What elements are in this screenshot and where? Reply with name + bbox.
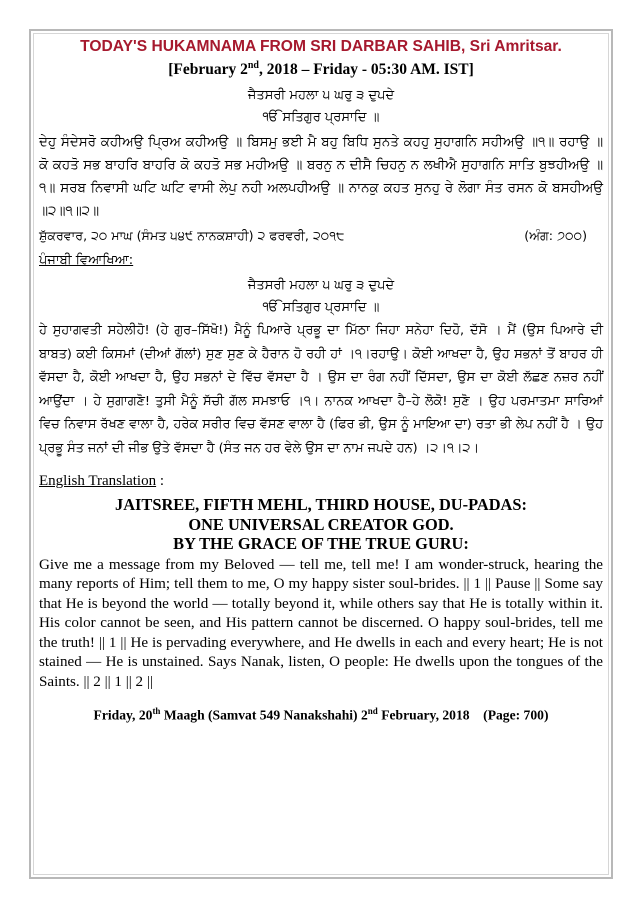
vyakhia-raag-line: ਜੈਤਸਰੀ ਮਹਲਾ ੫ ਘਰੁ ੩ ਦੁਪਦੇ xyxy=(247,278,395,294)
page-title: TODAY'S HUKAMNAMA FROM SRI DARBAR SAHIB, Sri Amritsar. xyxy=(80,38,562,55)
document-body xyxy=(39,37,603,725)
english-translation-text: Give me a message from my Beloved — tell me, tell me! I am wonder-struck, hearing the many reports of Him; tell them to me, O my happy sister soul-brides. || 1 || Pause || Some say that He is beyond the world — totally beyond it, while others say that He is totally within it. His color cannot be seen, and His pattern cannot be discerned. O happy soul-brides, tell me the truth! || 1 || He is pervading everywhere, and He dwells in each and every heart; He is not stained — He is unstained. Says Nanak, listen, O people: He dwells upon the tongues of the Saints. || 2 || 1 || 2 || xyxy=(39,556,603,690)
punjabi-dateline xyxy=(39,225,603,247)
page-frame xyxy=(29,29,613,879)
gurbani-mangal: ੴ ਸਤਿਗੁਰ ਪ੍ਰਸਾਦਿ ॥ xyxy=(262,110,380,126)
english-label: English Translation : xyxy=(39,473,165,490)
vyakhia-mangal: ੴ ਸਤਿਗੁਰ ਪ੍ਰਸਾਦਿ ॥ xyxy=(262,300,380,316)
english-heading-1: JAITSREE, FIFTH MEHL, THIRD HOUSE, DU-PADAS: xyxy=(115,495,527,515)
footer-page-number: (Page: 700) xyxy=(483,707,549,723)
english-heading-2: ONE UNIVERSAL CREATOR GOD. xyxy=(188,514,454,534)
footer-date: Friday, 20th Maagh (Samvat 549 Nanakshahi) 2nd February, 2018 (Page: 700) xyxy=(93,706,549,723)
vyakhia-text: ਹੇ ਸੁਹਾਗਵਤੀ ਸਹੇਲੀਹੋ! (ਹੇ ਗੁਰ–ਸਿੱਖੋ!) ਮੈਨੂੰ ਪਿਆਰੇ ਪ੍ਰਭੂ ਦਾ ਮਿੱਠਾ ਜਿਹਾ ਸਨੇਹਾ ਦਿਹੋ, ਦੱਸੋ । ਮੈਂ (ਉਸ ਪਿਆਰੇ ਦੀ ਬਾਬਤ) ਕਈ ਕਿਸਮਾਂ (ਦੀਆਂ ਗੱਲਾਂ) ਸੁਣ ਸੁਣ ਕੇ ਹੈਰਾਨ ਹੋ ਰਹੀ ਹਾਂ ।੧।ਰਹਾਉ। ਕੋਈ ਆਖਦਾ ਹੈ, ਉਹ ਸਭਨਾਂ ਤੋਂ ਬਾਹਰ ਹੀ ਵੱਸਦਾ ਹੈ, ਕੋਈ ਆਖਦਾ ਹੈ, ਉਹ ਸਭਨਾਂ ਦੇ ਵਿੱਚ ਵੱਸਦਾ ਹੈ । ਉਸ ਦਾ ਰੰਗ ਨਹੀਂ ਦਿੱਸਦਾ, ਉਸ ਦਾ ਕੋਈ ਲੱਛਣ ਨਜ਼ਰ ਨਹੀਂ ਆਉਂਦਾ । ਹੇ ਸੁਗਾਗਣੋ! ਤੁਸੀ ਮੈਨੂੰ ਸੱਚੀ ਗੱਲ ਸਮਝਾਓ ।੧। ਨਾਨਕ ਆਖਦਾ ਹੈ–ਹੇ ਲੋਕੋ! ਸੁਣੋ । ਉਹ ਪਰਮਾਤਮਾ ਸਾਰਿਆਂ ਵਿਚ ਨਿਵਾਸ ਰੱਖਣ ਵਾਲਾ ਹੈ, ਹਰੇਕ ਸਰੀਰ ਵਿਚ ਵੱਸਣ ਵਾਲਾ ਹੈ (ਫਿਰ ਭੀ, ਉਸ ਨੂੰ ਮਾਇਆ ਦਾ) ਰਤਾ ਭੀ ਲੇਪ ਨਹੀਂ ਹੈ । ਉਹ ਪ੍ਰਭੂ ਸੰਤ ਜਨਾਂ ਦੀ ਜੀਭ ਉਤੇ ਵੱਸਦਾ ਹੈ (ਸੰਤ ਜਨ ਹਰ ਵੇਲੇ ਉਸ ਦਾ ਨਾਮ ਜਪਦੇ ਹਨ) ।੨।੧।੨। xyxy=(39,323,603,456)
gurbani-text: ਦੇਹੁ ਸੰਦੇਸਰੋ ਕਹੀਅਉ ਪ੍ਰਿਅ ਕਹੀਅਉ ॥ ਬਿਸਮੁ ਭਈ ਮੈ ਬਹੁ ਬਿਧਿ ਸੁਨਤੇ ਕਹਹੁ ਸੁਹਾਗਨਿ ਸਹੀਅਉ ॥੧॥ ਰਹਾਉ ॥ ਕੋ ਕਹਤੋ ਸਭ ਬਾਹਰਿ ਬਾਹਰਿ ਕੋ ਕਹਤੋ ਸਭ ਮਹੀਅਉ ॥ ਬਰਨੁ ਨ ਦੀਸੈ ਚਿਹਨੁ ਨ ਲਖੀਐ ਸੁਹਾਗਨਿ ਸਾਤਿ ਬੁਝਹੀਅਉ ॥੧॥ ਸਰਬ ਨਿਵਾਸੀ ਘਟਿ ਘਟਿ ਵਾਸੀ ਲੇਪੁ ਨਹੀ ਅਲਪਹੀਅਉ ॥ ਨਾਨਕੁ ਕਹਤ ਸੁਨਹੁ ਰੇ ਲੋਗਾ ਸੰਤ ਰਸਨ ਕੋ ਬਸਹੀਅਉ ॥੨॥੧॥੨॥ xyxy=(39,135,603,220)
vyakhia-label: ਪੰਜਾਬੀ ਵਿਆਖਿਆ: xyxy=(39,253,134,269)
punjabi-date: ਸ਼ੁੱਕਰਵਾਰ, ੨੦ ਮਾਘ (ਸੰਮਤ ੫੪੯ ਨਾਨਕਸ਼ਾਹੀ) ੨ ਫਰਵਰੀ, ੨੦੧੮ xyxy=(39,228,345,244)
header-date: [February 2nd, 2018 – Friday - 05:30 AM. IST] xyxy=(168,60,474,79)
english-heading-3: BY THE GRACE OF THE TRUE GURU: xyxy=(173,534,469,554)
gurbani-raag-line: ਜੈਤਸਰੀ ਮਹਲਾ ੫ ਘਰੁ ੩ ਦੁਪਦੇ xyxy=(247,88,395,104)
punjabi-page-number: (ਅੰਗ: ੭੦੦) xyxy=(524,228,587,244)
